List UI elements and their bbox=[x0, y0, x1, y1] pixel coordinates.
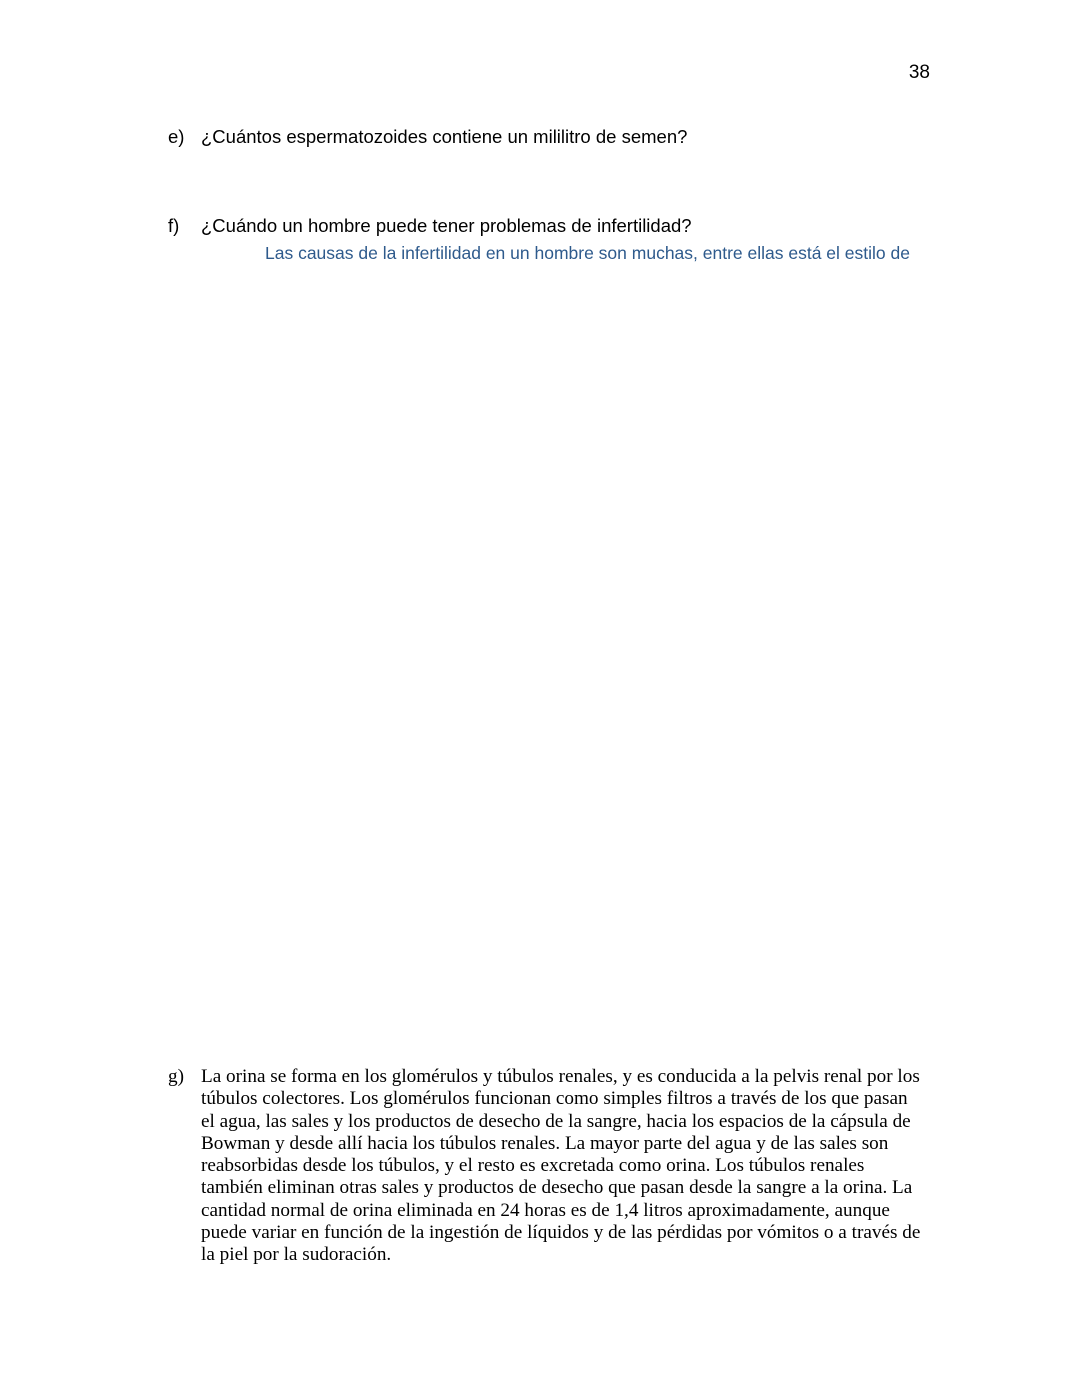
item-g-line: túbulos colectores. Los glomérulos funcionan como simples filtros a través de los que pasan bbox=[201, 1088, 908, 1110]
item-g-marker: g) bbox=[168, 1066, 184, 1087]
item-g-line: puede variar en función de la ingestión de líquidos y de las pérdidas por vómitos o a través de bbox=[201, 1222, 921, 1244]
question-f-text: ¿Cuándo un hombre puede tener problemas de infertilidad? bbox=[201, 215, 692, 236]
item-g-line: el agua, las sales y los productos de desecho de la sangre, hacia los espacios de la cápsula de bbox=[201, 1110, 911, 1132]
item-g-paragraph bbox=[168, 1066, 936, 1267]
question-f-marker: f) bbox=[168, 215, 180, 236]
item-g-body bbox=[201, 1066, 936, 1267]
item-g-line: reabsorbidas desde los túbulos, y el resto es excretada como orina. Los túbulos renales bbox=[201, 1155, 865, 1177]
item-g-line: la piel por la sudoración. bbox=[201, 1244, 392, 1266]
question-e-marker: e) bbox=[168, 126, 185, 147]
question-f-answer: Las causas de la infertilidad en un hombre son muchas, entre ellas está el estilo de bbox=[265, 243, 910, 263]
question-e-text: ¿Cuántos espermatozoides contiene un mililitro de semen? bbox=[201, 126, 688, 147]
item-g-line: cantidad normal de orina eliminada en 24 horas es de 1,4 litros aproximadamente, aunque bbox=[201, 1199, 890, 1221]
page-number: 38 bbox=[908, 62, 930, 83]
item-g-line: La orina se forma en los glomérulos y túbulos renales, y es conducida a la pelvis renal por los bbox=[201, 1066, 920, 1087]
question-f bbox=[168, 215, 692, 237]
question-e bbox=[168, 126, 687, 148]
item-g-line: Bowman y desde allí hacia los túbulos renales. La mayor parte del agua y de las sales son bbox=[201, 1132, 889, 1154]
item-g-line: también eliminan otras sales y productos de desecho que pasan desde la sangre a la orina. La bbox=[201, 1177, 913, 1199]
